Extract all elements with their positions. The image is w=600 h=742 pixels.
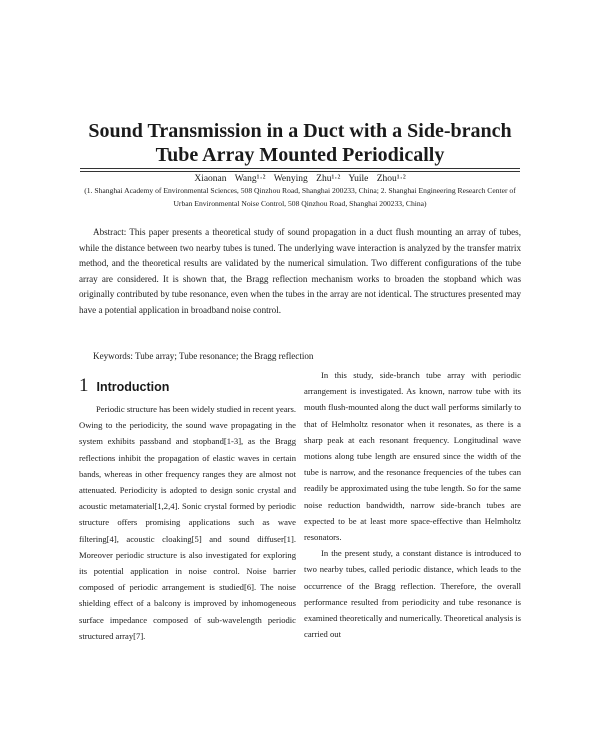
affiliation: (1. Shanghai Academy of Environmental Sciences, 508 Qinzhou Road, Shanghai 200233, China; 2. Shanghai Engineering Research Center of Urban Environmental Noise Control, 508 Qinzhou Road, Shanghai 200233, China)	[84, 186, 516, 208]
section-number: 1	[79, 375, 89, 396]
left-column	[79, 401, 296, 644]
author-list: Xiaonan Wang¹·² Wenying Zhu¹·² Yuile Zhou¹·²	[194, 174, 406, 184]
paragraph: Periodic structure has been widely studied in recent years. Owing to the periodicity, the sound wave propagating in the system exhibits passband and stopband[1-3], as the Bragg reflections inhibit the propagation of elastic waves in certain bands, whereas in other frequency ranges they are almost not attenuated. Periodicity is adopted to design sonic crystal and acoustic metamaterial[1,2,4]. Sonic crystal formed by periodic structure offers promising applications such as wave filtering[4], acoustic cloaking[5] and sound diffuser[1]. Moreover periodic structure is also investigated for exploring its potential application in noise control. Noise barrier composed of periodic arrangement is studied[6]. The noise shielding effect of a balcony is improved by inhomogeneous surface impedance composed of sub-wavelength periodic structured array[7].	[79, 404, 296, 641]
title-rule-upper	[80, 168, 520, 169]
paper-title-line-2: Tube Array Mounted Periodically	[155, 144, 445, 166]
section-heading	[79, 376, 169, 397]
section-title: Introduction	[96, 380, 170, 394]
paragraph: In this study, side-branch tube array with periodic arrangement is investigated. As known, narrow tube with its mouth flush-mounted along the duct wall performs similarly to that of Helmholtz resonator when it resonates, as there is a sharp peak at each resonant frequency. Longitudinal wave motions along tube length are ensured since the width of the tube is narrow, and the resonance frequencies of the tubes can readily be approximated using the tube length. So for the same noise reduction bandwidth, narrow side-branch tubes are expected to be at least more space-effective than Helmholtz resonators.	[304, 370, 521, 543]
right-column	[304, 367, 521, 642]
abstract: Abstract: This paper presents a theoretical study of sound propagation in a duct flush mounting an array of tubes, while the distance between two nearby tubes is tuned. The underlying wave interaction is analyzed by the transfer matrix method, and the theoretical results are validated by the numerical simulation. Two different configurations of the tube array are considered. It is shown that, the Bragg reflection mechanism works to broaden the stopband which was originally contributed by tube resonance, even when the tubes in the array are not identical. The structures presented may have a potential application in broadband noise control.	[79, 227, 521, 315]
keywords: Keywords: Tube array; Tube resonance; the Bragg reflection	[93, 351, 314, 361]
paper-title-line-1: Sound Transmission in a Duct with a Side-branch	[88, 120, 512, 142]
paragraph: In the present study, a constant distance is introduced to two nearby tubes, called periodic distance, which leads to the occurrence of the Bragg reflection. Therefore, the overall performance resulted from periodicity and tube resonance is examined theoretically and numerically. Theoretical analysis is carried out	[304, 548, 521, 640]
